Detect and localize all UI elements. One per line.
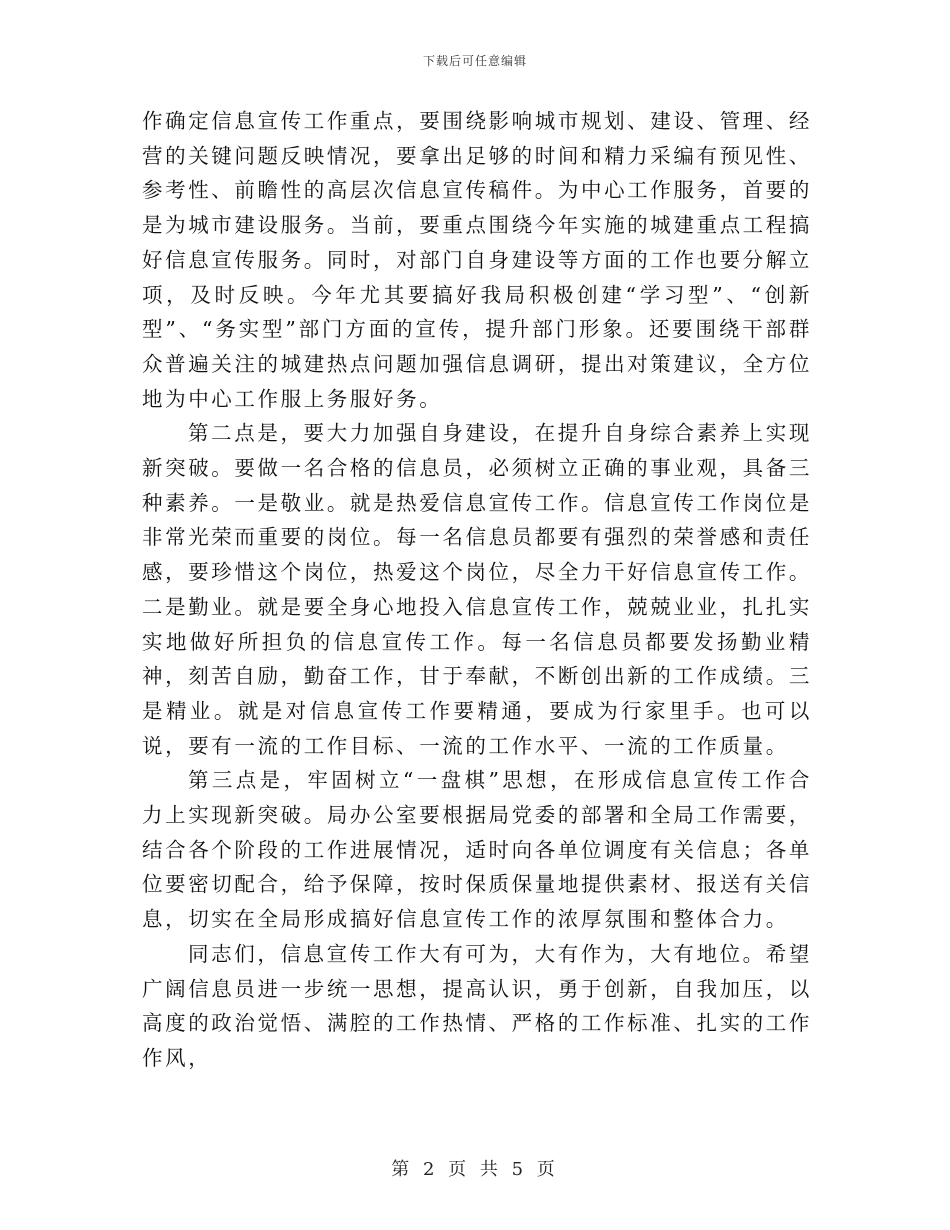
page-header: 下载后可任意编辑 bbox=[422, 54, 527, 68]
paragraph-1: 作确定信息宣传工作重点，要围绕影响城市规划、建设、管理、经营的关键问题反映情况，要拿出足够的时间和精力采编有预见性、参考性、前瞻性的高层次信息宣传稿件。为中心工作服务，首要的是为城市建设服务。当前，要重点围绕今年实施的城建重点工程搞好信息宣传服务。同时，对部门自身建设等方面的工作也要分解立项，及时反映。今年尤其要搞好我局积极创建“学习型”、“创新型”、“务实型”部门方面的宣传，提升部门形象。还要围绕干部群众普遍关注的城建热点问题加强信息调研，提出对策建议，全方位地为中心工作服上务服好务。 bbox=[142, 109, 812, 411]
page-footer: 第 2 页 共 5 页 bbox=[391, 1159, 559, 1180]
paragraph-3: 第三点是，牢固树立“一盘棋”思想，在形成信息宣传工作合力上实现新突破。局办公室要根据局党委的部署和全局工作需要，结合各个阶段的工作进展情况，适时向各单位调度有关信息；各单位要密切配合，给予保障，按时保质保量地提供素材、报送有关信息，切实在全局形成搞好信息宣传工作的浓厚氛围和整体合力。 bbox=[142, 768, 812, 932]
paragraph-2: 第二点是，要大力加强自身建设，在提升自身综合素养上实现新突破。要做一名合格的信息员，必须树立正确的事业观，具备三种素养。一是敬业。就是热爱信息宣传工作。信息宣传工作岗位是非常光荣而重要的岗位。每一名信息员都要有强烈的荣誉感和责任感，要珍惜这个岗位，热爱这个岗位，尽全力干好信息宣传工作。二是勤业。就是要全身心地投入信息宣传工作，兢兢业业，扎扎实实地做好所担负的信息宣传工作。每一名信息员都要发扬勤业精神，刻苦自励，勤奋工作，甘于奉献，不断创出新的工作成绩。三是精业。就是对信息宣传工作要精通，要成为行家里手。也可以说，要有一流的工作目标、一流的工作水平、一流的工作质量。 bbox=[142, 421, 812, 758]
document-body bbox=[142, 104, 812, 1076]
paragraph-4: 同志们，信息宣传工作大有可为，大有作为，大有地位。希望广阔信息员进一步统一思想，提高认识，勇于创新，自我加压，以高度的政治觉悟、满腔的工作热情、严格的工作标准、扎实的工作作风， bbox=[142, 941, 812, 1070]
